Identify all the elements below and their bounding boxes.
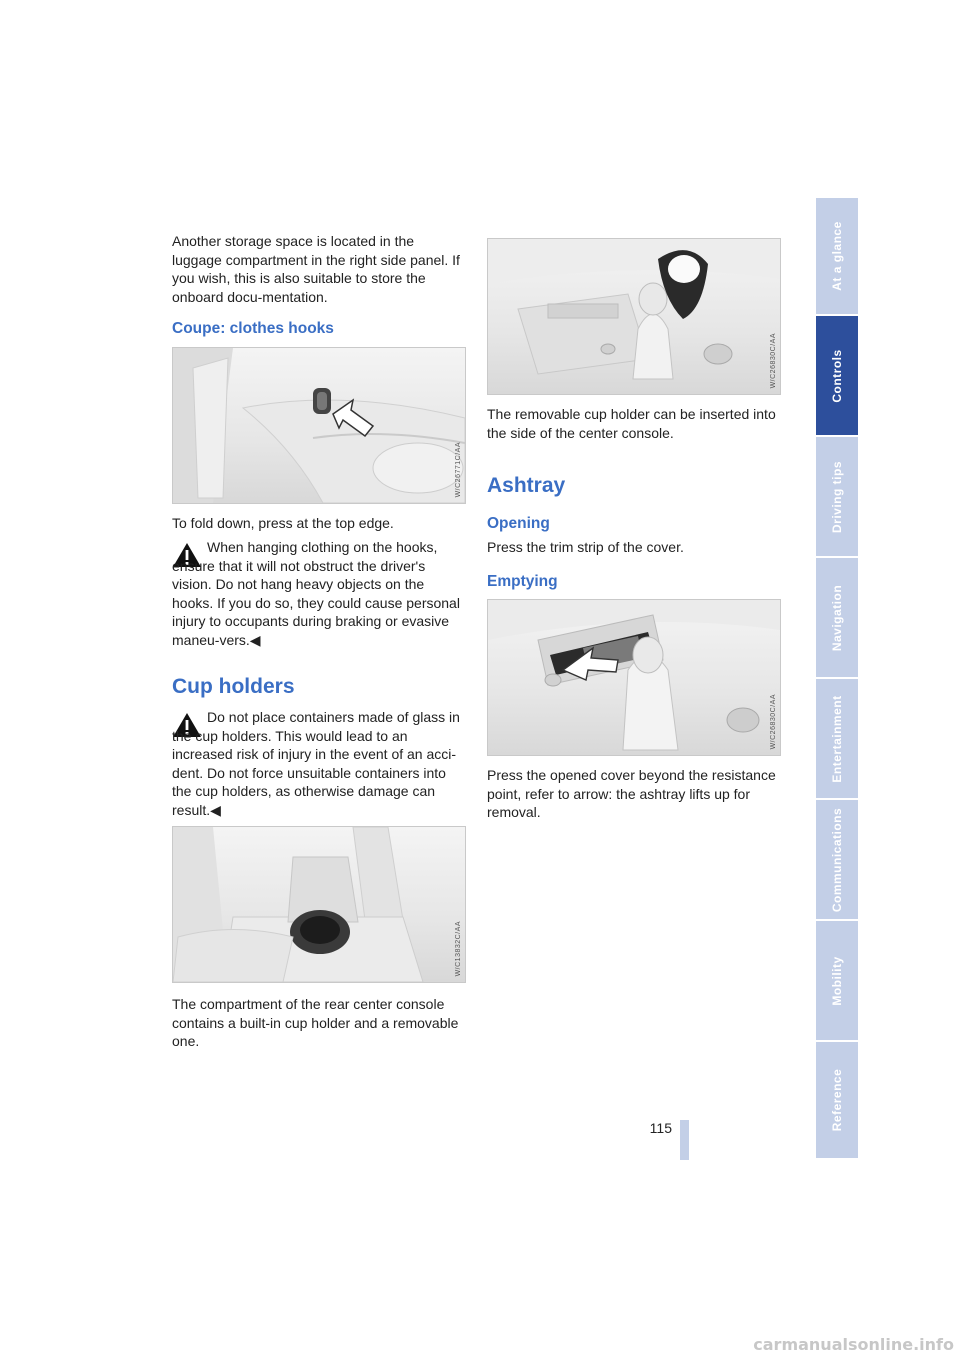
page-number: 115 (649, 1120, 672, 1136)
tab-communications[interactable]: Communications (816, 800, 858, 921)
opening-text: Press the trim strip of the cover. (487, 539, 684, 555)
page-marker (680, 1120, 689, 1160)
image-code: W/C26830C/AA (770, 693, 777, 749)
cup-holders-heading: Cup holders (172, 675, 295, 698)
tab-driving-tips[interactable]: Driving tips (816, 437, 858, 558)
emptying-text: Press the opened cover beyond the resistance point, refer to arrow: the ashtray lifts up for removal. (487, 767, 776, 820)
clothes-hook-photo (172, 347, 466, 504)
image-code: W/C26830C/AA (770, 332, 777, 388)
fold-down-text: To fold down, press at the top edge. (172, 515, 394, 531)
image-code: W/C26771C/AA (455, 441, 462, 497)
opening-heading: Opening (487, 515, 550, 532)
clothes-hooks-heading: Coupe: clothes hooks (172, 320, 334, 337)
rear-console-photo (172, 826, 466, 983)
tab-controls[interactable]: Controls (816, 316, 858, 437)
watermark: carmanualsonline.info (753, 1335, 954, 1354)
cupholder-text: The removable cup holder can be inserted into the side of the center console. (487, 406, 776, 441)
left-column (172, 232, 464, 306)
tab-at-a-glance[interactable]: At a glance (816, 198, 858, 316)
tab-reference[interactable]: Reference (816, 1042, 858, 1160)
rear-console-text: The compartment of the rear center console contains a built-in cup holder and a removable one. (172, 996, 459, 1049)
emptying-heading: Emptying (487, 573, 558, 590)
tab-mobility[interactable]: Mobility (816, 921, 858, 1042)
tab-navigation[interactable]: Navigation (816, 558, 858, 679)
ashtray-photo (487, 599, 781, 756)
removable-cupholder-photo (487, 238, 781, 395)
tab-entertainment[interactable]: Entertainment (816, 679, 858, 800)
clothes-hook-warning: When hanging clothing on the hooks, ensure that it will not obstruct the driver's vision. Do not hang heavy objects on the hooks. If you do so, they could cause personal injury to occupants during braking or evasive maneu-vers.◀ (172, 539, 460, 648)
luggage-storage-text: Another storage space is located in the luggage compartment in the right side panel. If you wish, this is also suitable to store the onboard docu-mentation. (172, 233, 460, 305)
cup-holder-warning: Do not place containers made of glass in the cup holders. This would lead to an increased risk of injury in the event of an acci-dent. Do not force unsuitable containers into the cup holders, as otherwise damage can result.◀ (172, 709, 460, 818)
image-code: W/C13832C/AA (455, 920, 462, 976)
ashtray-heading: Ashtray (487, 474, 566, 497)
